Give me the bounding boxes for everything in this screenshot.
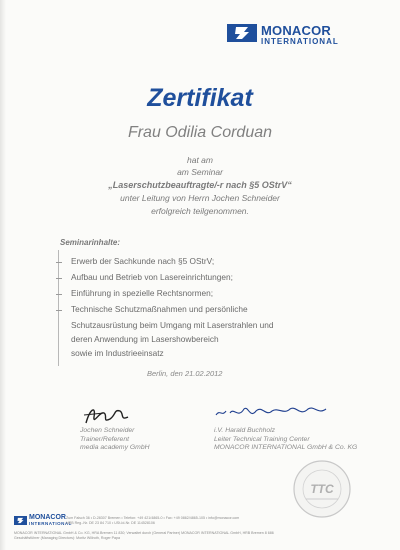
footer-legal-2: Geschäftsführer (Managing Directors): Moritz Willroth, Roger Papa <box>14 536 121 540</box>
footer-address-2: HRB Reg.-Nr. DE 23 84 710 • USt-Id-Nr. DE 114528106 <box>66 521 155 525</box>
line-am-seminar: am Seminar <box>177 167 223 177</box>
list-item: Einführung in spezielle Rechtsnormen; <box>71 288 214 298</box>
brand-sub: INTERNATIONAL <box>261 37 339 46</box>
line-leitung: unter Leitung von Herrn Jochen Schneider <box>120 193 280 203</box>
seminar-contents-label: Seminarinhalte: <box>60 238 121 247</box>
ttc-seal-icon <box>292 459 352 519</box>
line-hat-am: hat am <box>187 155 213 165</box>
signature-right-icon <box>214 401 334 423</box>
footer-logo-mark-icon <box>14 516 27 525</box>
list-item-continuation: Schutzausrüstung beim Umgang mit Laserstrahlen und <box>71 320 274 330</box>
list-item-continuation: sowie im Industrieeinsatz <box>71 348 164 358</box>
list-item: Technische Schutzmaßnahmen und persönliche <box>71 304 248 314</box>
certificate-title: Zertifikat <box>147 84 253 112</box>
signature-left-icon <box>80 401 160 429</box>
place-date: Berlin, den 21.02.2012 <box>147 369 223 378</box>
signer-right: i.V. Harald Buchholz Leiter Technical Training Center MONACOR INTERNATIONAL GmbH & Co. KG <box>214 427 358 451</box>
recipient-name: Frau Odilia Corduan <box>127 124 273 141</box>
brand-name: MONACOR <box>261 23 332 38</box>
svg-text:TTC: TTC <box>310 482 334 496</box>
footer-legal-1: MONACOR INTERNATIONAL GmbH & Co. KG, HRA Bremen 11 830; Verwaltet durch (General Partner) MONACOR INTERNATIONAL GmbH, HRB Bremen 8 686 <box>14 531 274 535</box>
footer-brand-sub: INTERNATIONAL <box>29 521 72 526</box>
footer-logo <box>14 514 72 526</box>
footer-address-1: Zum Falsch 36 • D-28307 Bremen • Telefon: +49 421/4865-0 • Fax: +49 0862/4865-105 • info@monacor.com <box>66 516 240 520</box>
signer-left: Jochen Schneider Trainer/Referent media academy GmbH <box>80 427 150 451</box>
line-erfolgreich: erfolgreich teilgenommen. <box>151 206 249 216</box>
list-item: Erwerb der Sachkunde nach §5 OStrV; <box>71 256 215 266</box>
monacor-logo <box>227 24 339 52</box>
footer-brand-name: MONACOR <box>29 514 66 521</box>
list-item-continuation: deren Anwendung im Lasershowbereich <box>71 334 219 344</box>
seminar-contents-list <box>58 250 359 366</box>
list-item: Aufbau und Betrieb von Lasereinrichtungen; <box>71 272 233 282</box>
seminar-title: „Laserschutzbeauftragte/-r nach §5 OStrV“ <box>108 180 292 190</box>
monacor-logo-mark-icon <box>227 24 257 42</box>
